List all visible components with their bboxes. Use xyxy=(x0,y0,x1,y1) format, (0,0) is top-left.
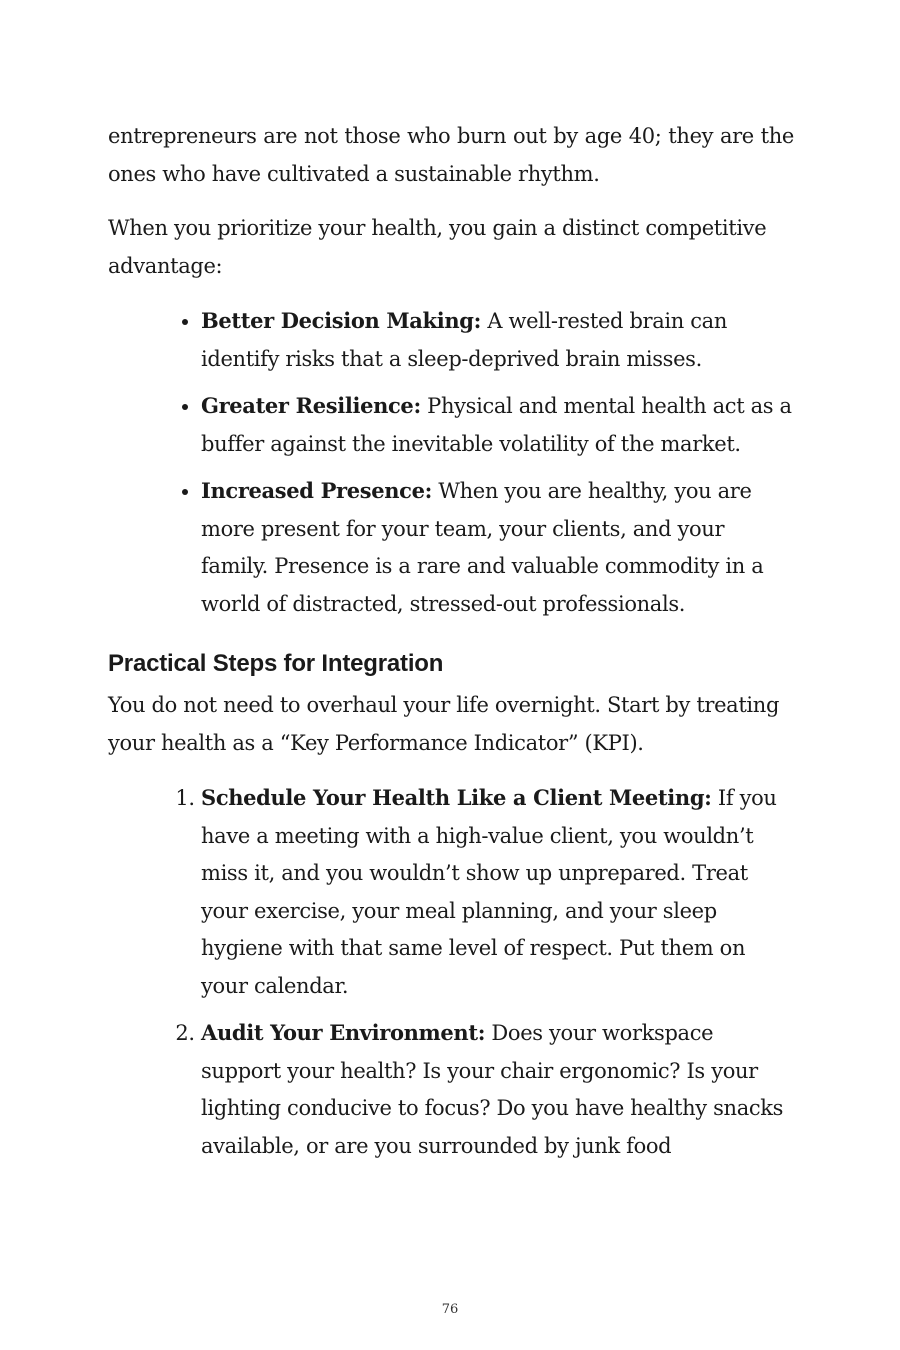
benefits-list xyxy=(108,302,794,623)
list-item xyxy=(201,302,794,378)
benefit-term: Increased Presence: xyxy=(201,478,433,503)
page-body xyxy=(108,118,794,1174)
intro-paragraph-2: When you prioritize your health, you gain a distinct competitive advantage: xyxy=(108,216,767,278)
section-intro-paragraph: You do not need to overhaul your life overnight. Start by treating your health as a “Key Performance Indicator” (KPI). xyxy=(108,693,780,755)
step-text: Does your workspace support your health? Is your chair ergonomic? Is your lighting conducive to focus? Do you have healthy snacks available, or are you surrounded by junk food xyxy=(201,1021,784,1158)
section-heading: Practical Steps for Integration xyxy=(108,650,444,677)
steps-list xyxy=(108,779,794,1165)
list-item xyxy=(201,387,794,463)
page-number: 76 xyxy=(441,1302,459,1317)
list-item xyxy=(201,472,794,623)
list-item xyxy=(201,779,794,1005)
benefit-term: Better Decision Making: xyxy=(201,308,482,333)
list-item xyxy=(201,1014,794,1165)
benefit-text: A well-rested brain can identify risks that a sleep-deprived brain misses. xyxy=(201,309,728,371)
step-term: Schedule Your Health Like a Client Meeting: xyxy=(201,785,712,810)
benefit-text: Physical and mental health act as a buffer against the inevitable volatility of the market. xyxy=(201,394,792,456)
step-term: Audit Your Environment: xyxy=(201,1020,486,1045)
step-text: If you have a meeting with a high-value client, you wouldn’t miss it, and you wouldn’t show up unprepared. Treat your exercise, your meal planning, and your sleep hygiene with that same level of respect. Put them on your calendar. xyxy=(201,786,777,998)
intro-paragraph-1: entrepreneurs are not those who burn out by age 40; they are the ones who have cultivated a sustainable rhythm. xyxy=(108,124,794,186)
benefit-term: Greater Resilience: xyxy=(201,393,421,418)
benefit-text: When you are healthy, you are more present for your team, your clients, and your family. Presence is a rare and valuable commodity in a world of distracted, stressed-out professionals. xyxy=(201,479,764,616)
